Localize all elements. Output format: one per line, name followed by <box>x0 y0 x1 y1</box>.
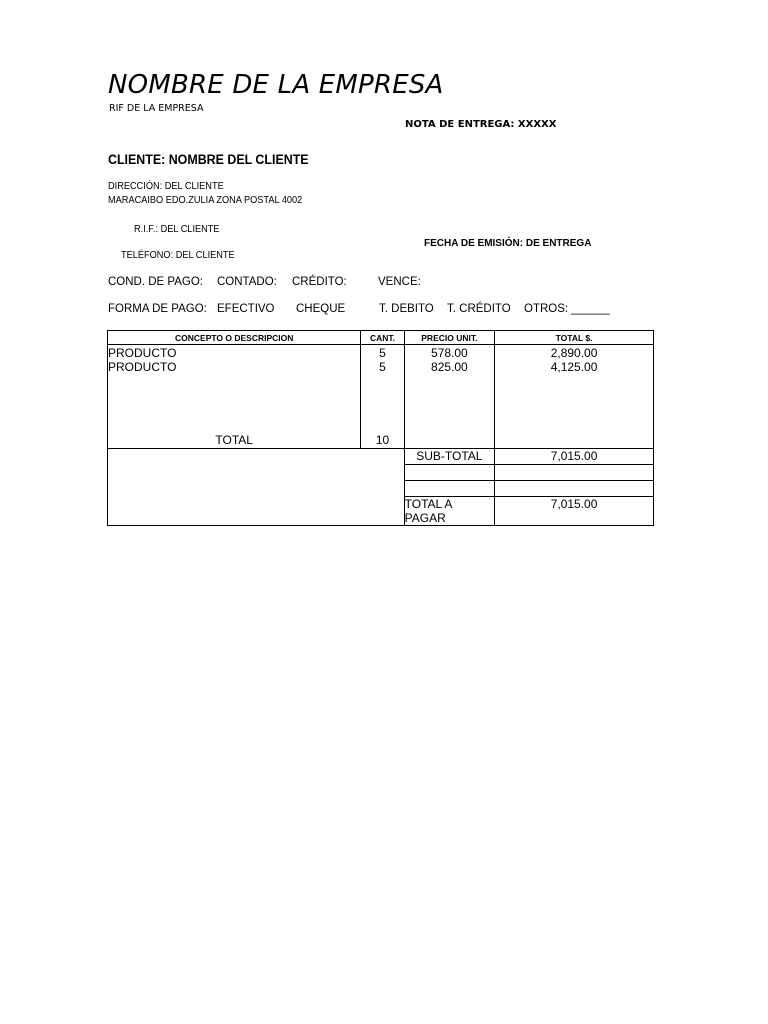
client-rif: R.I.F.: DEL CLIENTE <box>134 224 220 235</box>
row-total: 4,125.00 <box>495 360 654 374</box>
table-row <box>108 360 654 374</box>
issue-date: FECHA DE EMISIÓN: DE ENTREGA <box>424 238 592 249</box>
grand-total-value: 7,015.00 <box>495 497 654 526</box>
summary-blank-area <box>108 449 405 526</box>
payment-method-label: FORMA DE PAGO: <box>108 303 207 315</box>
subtotal-value: 7,015.00 <box>495 449 654 465</box>
header-total: TOTAL $. <box>495 331 654 345</box>
header-unit-price: PRECIO UNIT. <box>404 331 494 345</box>
payment-terms-cash: CONTADO: <box>217 276 277 288</box>
payment-method-cash: EFECTIVO <box>217 303 275 315</box>
company-name: NOMBRE DE LA EMPRESA <box>108 70 444 100</box>
table-row <box>108 345 654 361</box>
payment-method-credit-card: T. CRÉDITO <box>447 303 511 315</box>
payment-method-check: CHEQUE <box>296 303 346 315</box>
row-unit-price: 825.00 <box>404 360 494 374</box>
subtotal-row <box>108 449 654 465</box>
payment-terms-due: VENCE: <box>378 276 421 288</box>
grand-total-label: TOTAL A PAGAR <box>404 497 494 526</box>
payment-terms-label: COND. DE PAGO: <box>108 276 203 288</box>
row-total: 2,890.00 <box>495 345 654 361</box>
table-empty-row <box>108 374 654 433</box>
total-quantity: 10 <box>361 433 404 449</box>
row-description: PRODUCTO <box>108 345 361 361</box>
header-description: CONCEPTO O DESCRIPCION <box>108 331 361 345</box>
row-description: PRODUCTO <box>108 360 361 374</box>
total-row <box>108 433 654 449</box>
subtotal-label: SUB-TOTAL <box>404 449 494 465</box>
payment-method-debit: T. DEBITO <box>379 303 434 315</box>
client-city: MARACAIBO EDO.ZULIA ZONA POSTAL 4002 <box>108 195 303 206</box>
delivery-note-number: NOTA DE ENTREGA: XXXXX <box>405 119 557 130</box>
table-header-row <box>108 331 654 345</box>
row-unit-price: 578.00 <box>404 345 494 361</box>
client-address: DIRECCIÓN: DEL CLIENTE <box>108 181 224 192</box>
company-rif: RIF DE LA EMPRESA <box>109 103 204 114</box>
row-quantity: 5 <box>361 360 404 374</box>
payment-terms-credit: CRÉDITO: <box>292 276 347 288</box>
total-label: TOTAL <box>108 433 361 449</box>
client-name: CLIENTE: NOMBRE DEL CLIENTE <box>108 152 309 167</box>
row-quantity: 5 <box>361 345 404 361</box>
items-table <box>107 330 654 526</box>
client-phone: TELÉFONO: DEL CLIENTE <box>121 250 235 261</box>
payment-method-other: OTROS: ______ <box>524 303 610 315</box>
header-quantity: CANT. <box>361 331 404 345</box>
